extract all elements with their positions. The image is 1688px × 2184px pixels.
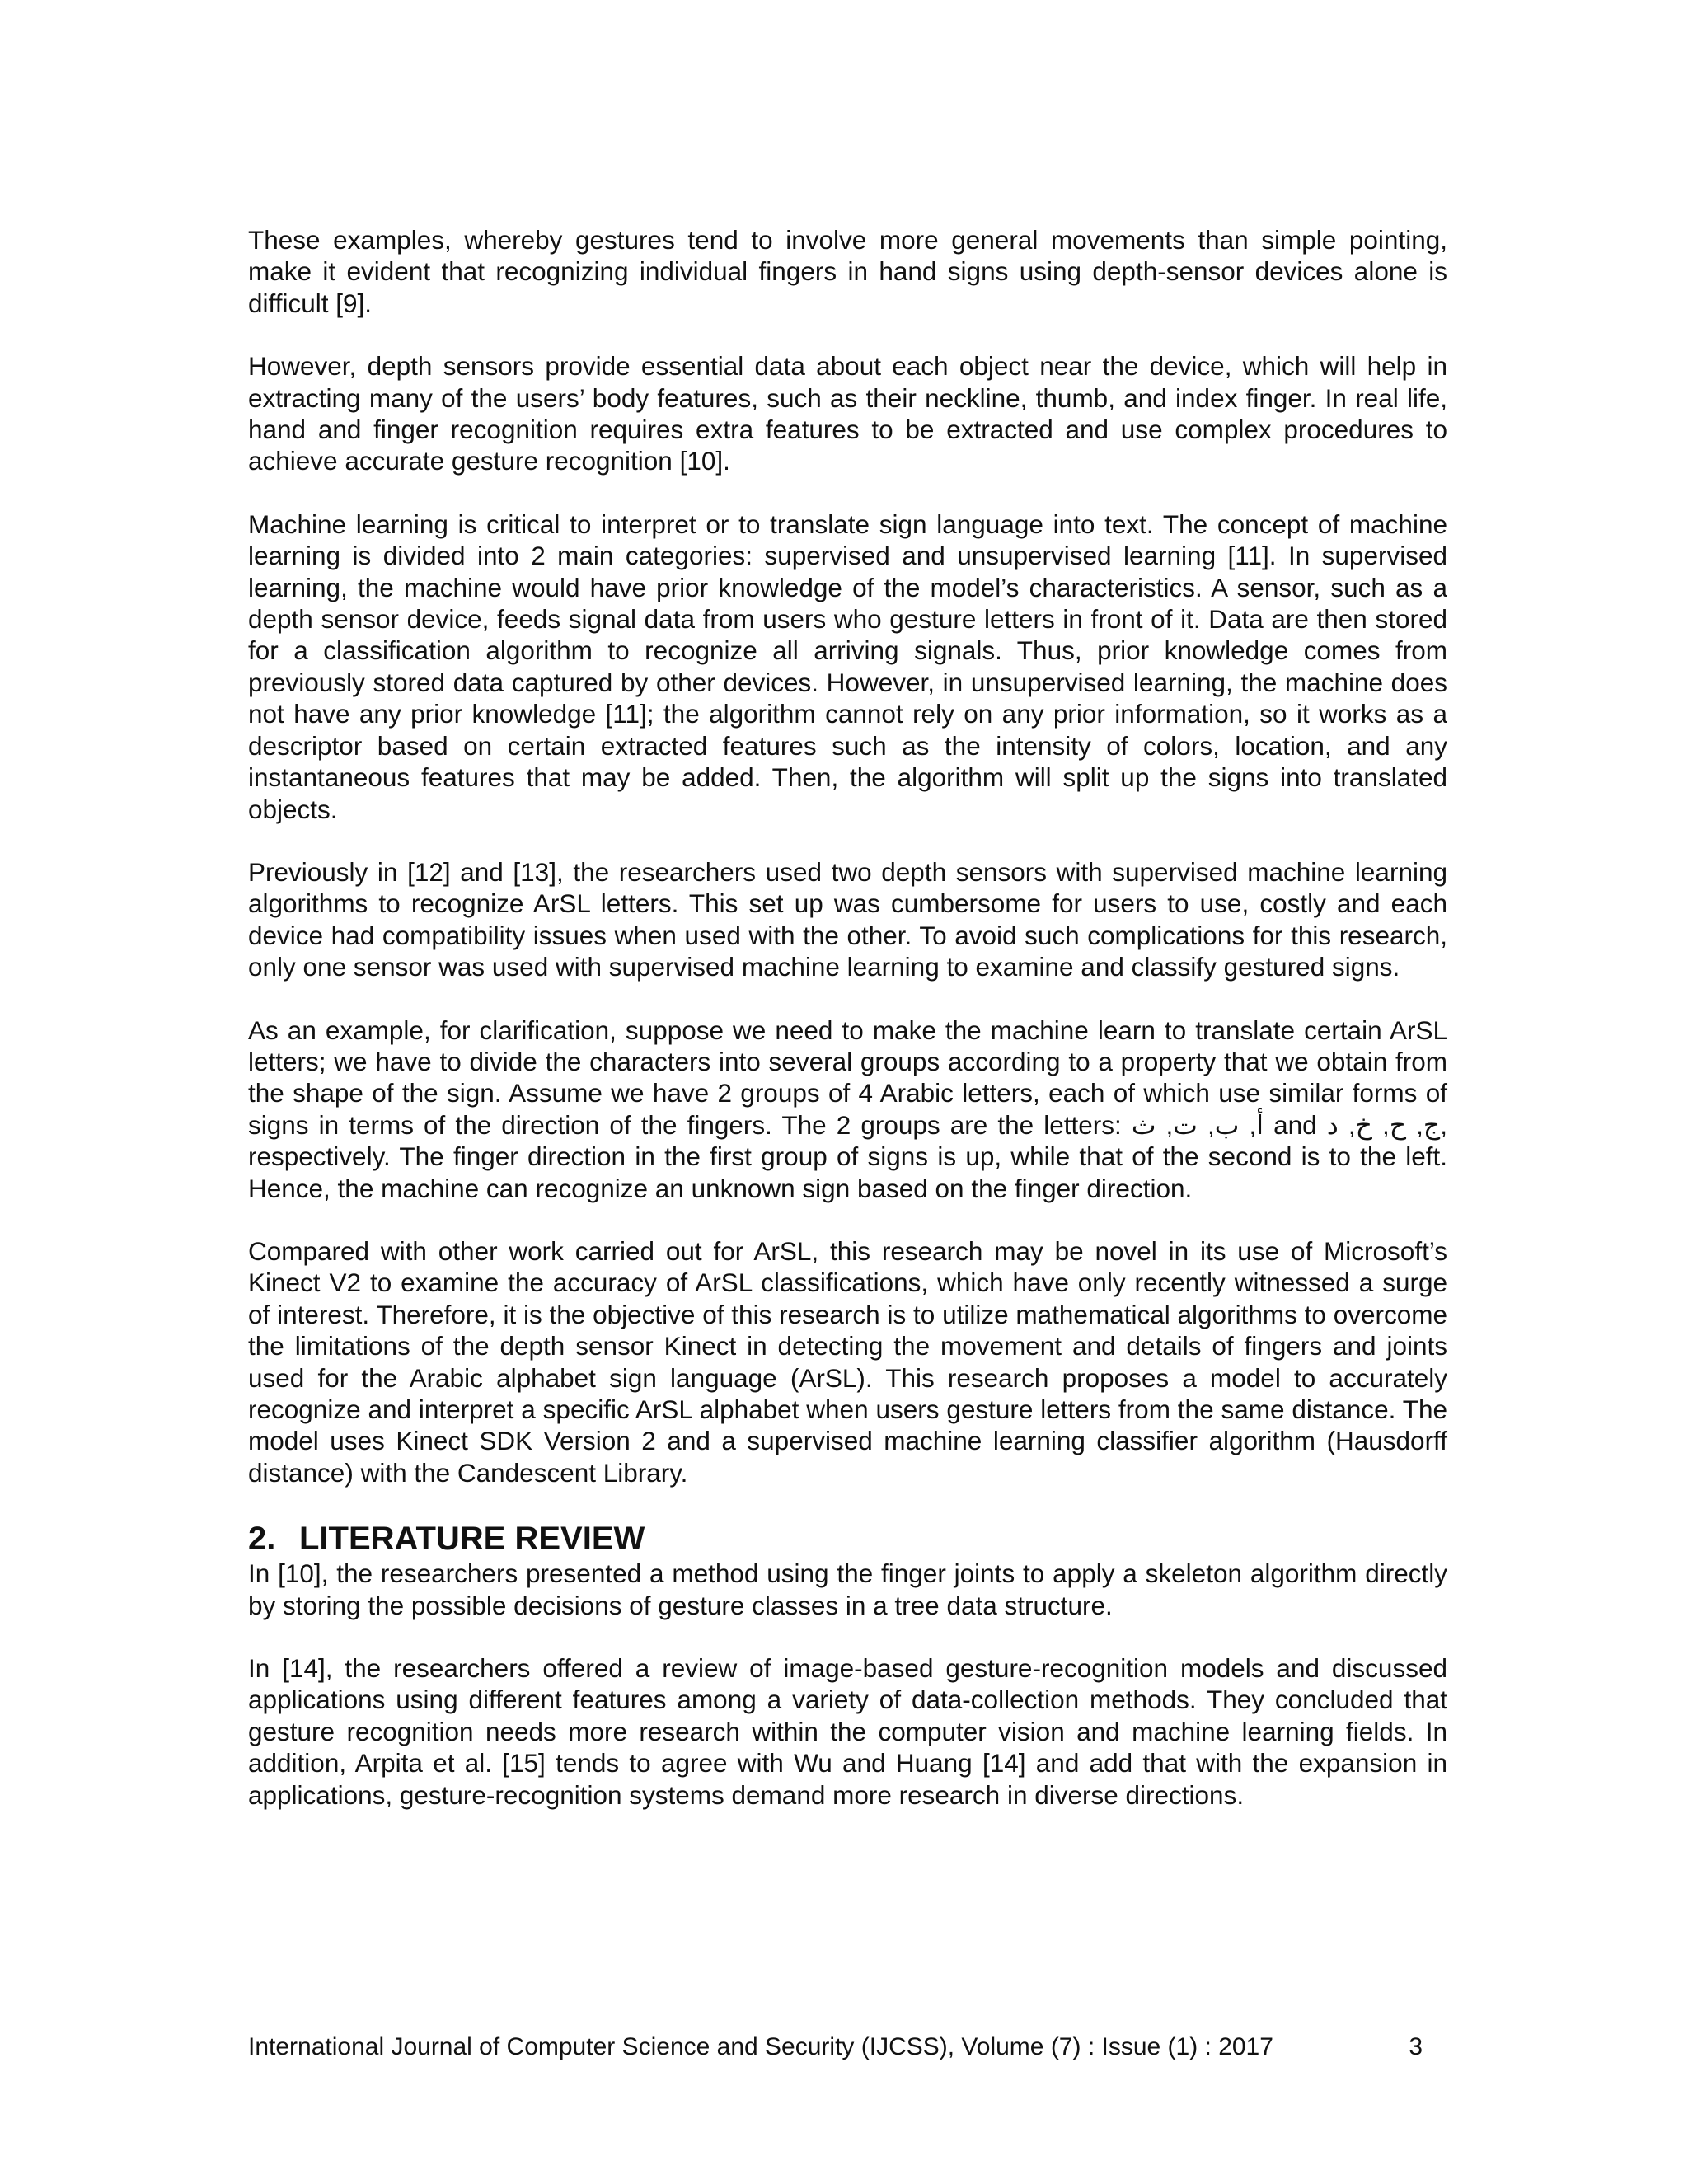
arabic-letters-group1: أ, ب, ت, ث [1131, 1109, 1264, 1140]
paragraph-previous-research: Previously in [12] and [13], the researchers used two depth sensors with supervised machine learning algorithms to recognize ArSL letters. This set up was cumbersome for users to use, costly and each device had compatibility issues when used with the other. To avoid such complications for this research, only one sensor was used with supervised machine learning to examine and classify gestured signs. [248, 856, 1447, 982]
page-body [248, 224, 1447, 1842]
section-title: LITERATURE REVIEW [299, 1521, 645, 1558]
section-number: 2. [248, 1521, 276, 1558]
paragraph-machine-learning: Machine learning is critical to interpret or to translate sign language into text. The concept of machine learning is divided into 2 main categories: supervised and unsupervised learning [11]. In supervised learning, the machine would have prior knowledge of the model’s characteristics. A sensor, such as a depth sensor device, feeds signal data from users who gesture letters in front of it. Data are then stored for a classification algorithm to recognize all arriving signals. Thus, prior knowledge comes from previously stored data captured by other devices. However, in unsupervised learning, the machine does not have any prior knowledge [11]; the algorithm cannot rely on any prior information, so it works as a descriptor based on certain extracted features such as the intensity of colors, location, and any instantaneous features that may be added. Then, the algorithm will split up the signs into translated objects. [248, 509, 1447, 824]
paragraph-literature-review-gestures: In [14], the researchers offered a review of image-based gesture-recognition models and discussed applications using different features among a variety of data-collection methods. They concluded that gesture recognition needs more research within the computer vision and machine learning fields. In addition, Arpita et al. [15] tends to agree with Wu and Huang [14] and add that with the expansion in applications, gesture-recognition systems demand more research in diverse directions. [248, 1653, 1447, 1810]
paragraph-depth-sensors: However, depth sensors provide essential data about each object near the device, which will help in extracting many of the users’ body features, such as their neckline, thumb, and index finger. In real life, hand and finger recognition requires extra features to be extracted and use complex procedures to achieve accurate gesture recognition [10]. [248, 351, 1447, 476]
page-number: 3 [1409, 2033, 1423, 2060]
paragraph-arabic-example [248, 1015, 1447, 1204]
section-heading-literature-review [248, 1520, 1447, 1558]
footer-journal-citation: International Journal of Computer Science and Security (IJCSS), Volume (7) : Issue (1) : 2017 [248, 2033, 1273, 2060]
paragraph-literature-skeleton: In [10], the researchers presented a method using the finger joints to apply a skeleton algorithm directly by storing the possible decisions of gesture classes in a tree data structure. [248, 1558, 1447, 1620]
paragraph-research-objective: Compared with other work carried out for ArSL, this research may be novel in its use of Microsoft’s Kinect V2 to examine the accuracy of ArSL classifications, which have only recently witnessed a surge of interest. Therefore, it is the objective of this research is to utilize mathematical algorithms to overcome the limitations of the depth sensor Kinect in detecting the movement and details of fingers and joints used for the Arabic alphabet sign language (ArSL). This research proposes a model to accurately recognize and interpret a specific ArSL alphabet when users gesture letters from the same distance. The model uses Kinect SDK Version 2 and a supervised machine learning classifier algorithm (Hausdorff distance) with the Candescent Library. [248, 1235, 1447, 1488]
page-footer [248, 2032, 1423, 2062]
arabic-letters-group2: ج, ح, خ, د [1326, 1109, 1441, 1140]
paragraph-gesture-examples: These examples, whereby gestures tend to involve more general movements than simple pointing, make it evident that recognizing individual fingers in hand signs using depth-sensor devices alone is difficult [9]. [248, 225, 1447, 318]
example-text-part1: As an example, for clarification, suppose we need to make the machine learn to translate certain ArSL letters; we have to divide the characters into several groups according to a property that we obtain from the shape of the sign. Assume we have 2 groups of 4 Arabic letters, each of which use similar forms of signs in terms of the direction of the fingers. The 2 groups are the letters: [248, 1015, 1447, 1140]
example-text-part3: , respectively. The finger direction in the first group of signs is up, while that of the second is to the left. Hence, the machine can recognize an unknown sign based on the finger direction. [248, 1109, 1448, 1203]
example-text-part2: and [1264, 1109, 1327, 1140]
